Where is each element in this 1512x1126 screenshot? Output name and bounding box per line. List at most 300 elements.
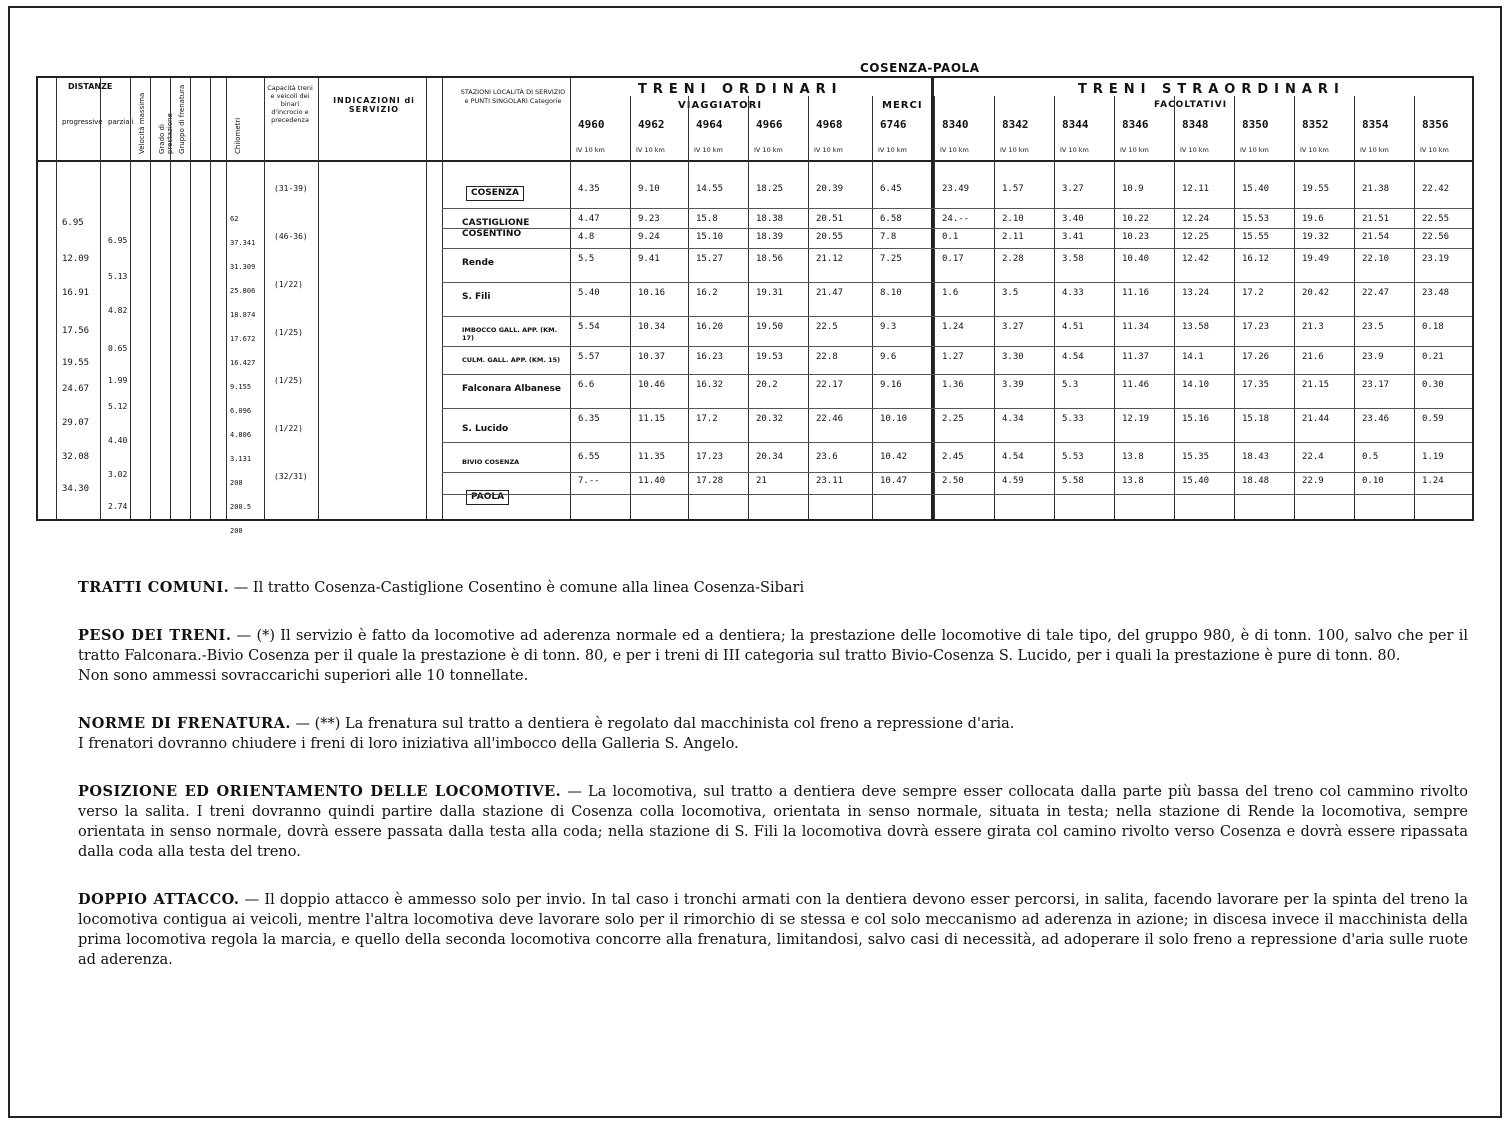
train-number: 4968 [816,118,843,131]
train-time: 13.24 [1182,288,1210,298]
train-time: 11.37 [1122,352,1150,362]
train-time: 5.54 [578,322,600,332]
train-time: 15.55 [1242,232,1270,242]
train-column-divider [1114,96,1115,519]
train-time: 20.34 [756,452,784,462]
train-time: 2.28 [1002,254,1024,264]
chilometro-value: 18.874 [230,311,256,319]
train-time: 0.18 [1422,322,1444,332]
train-time: 15.16 [1182,414,1210,424]
train-time: 11.46 [1122,380,1150,390]
train-column-divider [1294,96,1295,519]
timetable [36,76,1474,535]
note-peso [78,626,1468,686]
train-time: 9.3 [880,322,897,332]
row-divider [442,228,1472,229]
train-time: 17.23 [1242,322,1270,332]
train-time: 11.15 [638,414,666,424]
train-time: 4.8 [578,232,595,242]
train-time: 1.6 [942,288,959,298]
note-text: I frenatori dovranno chiudere i freni di loro iniziativa all'imbocco della Galleria S. Angelo. [78,736,739,752]
train-time: 11.40 [638,476,666,486]
notes-section [78,578,1468,998]
partial-distance: 0.65 [108,344,128,353]
progressive-distance: 16.91 [62,288,90,298]
train-time: 23.46 [1362,414,1390,424]
train-time: 17.2 [696,414,718,424]
train-category: IV 10 km [694,146,723,154]
capacita-value: (1/22) [274,424,303,433]
note-heading: NORME DI FRENATURA. [78,715,291,732]
train-time: 22.9 [1302,476,1324,486]
capacita-header: Capacità treni e veicoli dei binari d'incrocio e precedenza [267,84,313,124]
train-time: 0.1 [942,232,959,242]
train-time: 9.41 [638,254,660,264]
row-divider [442,442,1472,443]
chilometro-value: 200.5 [230,503,252,511]
train-time: 5.33 [1062,414,1084,424]
note-heading: TRATTI COMUNI. [78,579,230,596]
train-time: 19.50 [756,322,784,332]
train-time: 15.8 [696,214,718,224]
chilometro-value: 37.341 [230,239,256,247]
train-time: 2.50 [942,476,964,486]
train-time: 20.42 [1302,288,1330,298]
train-column-divider [688,96,689,519]
capacita-value: (1/25) [274,328,303,337]
station-name: BIVIO COSENZA [462,458,520,466]
train-time: 4.35 [578,184,600,194]
train-column-divider [934,96,935,519]
train-category: IV 10 km [1300,146,1329,154]
train-time: 2.10 [1002,214,1024,224]
column-divider [100,78,101,519]
train-category: IV 10 km [1060,146,1089,154]
column-divider [210,78,211,519]
train-time: 10.22 [1122,214,1150,224]
note-doppio [78,890,1468,970]
train-time: 16.20 [696,322,724,332]
stazioni-header: STAZIONI LOCALITÀ DI SERVIZIO e PUNTI SINGOLARI Categorie [460,88,566,105]
train-time: 14.1 [1182,352,1204,362]
station-name: PAOLA [466,490,509,505]
train-time: 13.58 [1182,322,1210,332]
velocita-header: Velocità massima [138,92,146,154]
column-divider [170,78,171,519]
train-time: 1.36 [942,380,964,390]
chilometro-value: 17.672 [230,335,256,343]
progressive-distance: 19.55 [62,358,90,368]
train-time: 16.23 [696,352,724,362]
train-time: 5.58 [1062,476,1084,486]
train-column-divider [808,96,809,519]
train-time: 5.5 [578,254,595,264]
train-category: IV 10 km [1000,146,1029,154]
train-time: 3.40 [1062,214,1084,224]
train-time: 23.9 [1362,352,1384,362]
column-divider [130,78,131,519]
train-time: 12.25 [1182,232,1210,242]
capacita-value: (32/31) [274,472,308,481]
column-divider [190,78,191,519]
train-time: 19.53 [756,352,784,362]
train-time: 5.57 [578,352,600,362]
train-category: IV 10 km [814,146,843,154]
train-time: 6.6 [578,380,595,390]
train-time: 11.35 [638,452,666,462]
train-time: 23.49 [942,184,970,194]
train-time: 6.55 [578,452,600,462]
train-time: 22.47 [1362,288,1390,298]
train-time: 22.10 [1362,254,1390,264]
train-time: 6.35 [578,414,600,424]
train-time: 19.49 [1302,254,1330,264]
train-number: 8344 [1062,118,1089,131]
train-number: 8352 [1302,118,1329,131]
train-time: 11.16 [1122,288,1150,298]
row-divider [442,282,1472,283]
train-time: 10.34 [638,322,666,332]
train-time: 20.51 [816,214,844,224]
train-time: 10.37 [638,352,666,362]
train-category: IV 10 km [636,146,665,154]
train-category: IV 10 km [940,146,969,154]
train-time: 4.59 [1002,476,1024,486]
train-number: 4966 [756,118,783,131]
train-time: 12.42 [1182,254,1210,264]
station-name: IMBOCCO GALL. APP. (KM. 17) [462,326,558,342]
partial-distance: 2.74 [108,502,128,511]
train-time: 1.19 [1422,452,1444,462]
train-category: IV 10 km [1420,146,1449,154]
train-time: 2.45 [942,452,964,462]
partial-distance: 4.40 [108,436,128,445]
capacita-value: (31-39) [274,184,308,193]
train-number: 8348 [1182,118,1209,131]
train-time: 15.53 [1242,214,1270,224]
train-time: 7.8 [880,232,897,242]
train-time: 8.10 [880,288,902,298]
train-time: 4.33 [1062,288,1084,298]
capacita-value: (46-36) [274,232,308,241]
progressive-distance: 24.67 [62,384,90,394]
station-name: COSENZA [466,186,524,201]
train-time: 5.53 [1062,452,1084,462]
chilometro-value: 6.096 [230,407,252,415]
train-time: 3.39 [1002,380,1024,390]
train-time: 18.48 [1242,476,1270,486]
note-text: — La locomotiva, sul tratto a dentiera deve sempre esser collocata dalla parte più bassa del treno col cammino rivolto verso la salita. I treni dovranno quindi partire dalla stazione di Cosenza colla locomotiva, orientata in senso normale, situata in testa; nella stazione di Rende la locomotiva, sempre orientata in senso normale, dovrà essere passata dalla testa alla coda; nella stazione di S. Fili la locomotiva dovrà essere girata col camino rivolto verso Cosenza e dovrà essere ripassata dalla coda alla testa del treno. [78,784,1468,860]
train-time: 23.11 [816,476,844,486]
train-time: 13.8 [1122,476,1144,486]
note-text: — Il doppio attacco è ammesso solo per invio. In tal caso i tronchi armati con la dentiera devono esser percorsi, in salita, facendo lavorare per la spinta del treno la locomotiva contigua ai veicoli, mentre l'altra locomotiva deve lavorare solo per il rimorchio di se stessa e col solo meccanismo ad aderenza in azione; in discesa invece il macchinista della prima locomotiva regola la marcia, e quello della seconda locomotiva concorre alla frenatura, limitandosi, salvo casi di necessità, ad adoperare il solo freno a repressione d'aria sulle ruote ad aderenza. [78,892,1469,968]
train-time: 22.56 [1422,232,1450,242]
train-time: 1.24 [1422,476,1444,486]
train-time: 10.42 [880,452,908,462]
train-time: 1.24 [942,322,964,332]
progressive-distance: 12.09 [62,254,90,264]
train-time: 4.34 [1002,414,1024,424]
train-time: 10.46 [638,380,666,390]
distanze-header: DISTANZE [68,82,113,91]
train-time: 5.40 [578,288,600,298]
note-tratti-comuni [78,578,1468,598]
facoltativi-header: FACOLTATIVI [1154,100,1228,110]
chilometro-value: 208 [230,479,243,487]
train-time: 20.2 [756,380,778,390]
train-time: 3.30 [1002,352,1024,362]
train-number: 4964 [696,118,723,131]
train-time: 10.16 [638,288,666,298]
note-heading: DOPPIO ATTACCO. [78,891,240,908]
train-time: 24.-- [942,214,970,224]
train-time: 14.55 [696,184,724,194]
train-time: 21.38 [1362,184,1390,194]
train-time: 0.30 [1422,380,1444,390]
train-number: 8350 [1242,118,1269,131]
train-time: 20.39 [816,184,844,194]
note-text: — Il tratto Cosenza-Castiglione Cosentino è comune alla linea Cosenza-Sibari [233,580,805,596]
row-divider [442,408,1472,409]
train-time: 16.2 [696,288,718,298]
train-time: 16.12 [1242,254,1270,264]
note-heading: POSIZIONE ED ORIENTAMENTO DELLE LOCOMOTIVE. [78,783,562,800]
train-category: IV 10 km [1120,146,1149,154]
train-time: 22.55 [1422,214,1450,224]
train-column-divider [1054,96,1055,519]
chilometro-value: 3.131 [230,455,252,463]
column-divider [56,78,57,519]
train-time: 3.41 [1062,232,1084,242]
train-time: 21.47 [816,288,844,298]
train-time: 4.51 [1062,322,1084,332]
train-time: 18.25 [756,184,784,194]
train-column-divider [872,96,873,519]
train-time: 3.27 [1062,184,1084,194]
row-divider [442,494,1472,495]
partial-distance: 4.82 [108,306,128,315]
viaggiatori-header: VIAGGIATORI [678,100,763,111]
train-category: IV 10 km [1180,146,1209,154]
train-number: 8342 [1002,118,1029,131]
progressive-header: progressive [62,118,103,126]
train-number: 4962 [638,118,665,131]
train-number: 8356 [1422,118,1449,131]
train-number: 8354 [1362,118,1389,131]
row-divider [442,346,1472,347]
train-time: 1.27 [942,352,964,362]
train-time: 0.59 [1422,414,1444,424]
train-column-divider [1414,96,1415,519]
train-column-divider [570,96,571,519]
station-name: S. Lucido [462,424,509,434]
row-divider [442,316,1472,317]
train-time: 1.57 [1002,184,1024,194]
train-time: 21.54 [1362,232,1390,242]
station-name: Falconara Albanese [462,384,561,394]
train-time: 15.40 [1242,184,1270,194]
train-time: 17.26 [1242,352,1270,362]
train-time: 3.5 [1002,288,1019,298]
train-time: 15.18 [1242,414,1270,424]
train-time: 23.6 [816,452,838,462]
train-category: IV 10 km [576,146,605,154]
train-time: 23.19 [1422,254,1450,264]
train-time: 12.19 [1122,414,1150,424]
station-name: S. Fili [462,292,491,302]
train-time: 10.9 [1122,184,1144,194]
train-number: 8346 [1122,118,1149,131]
train-time: 5.3 [1062,380,1079,390]
train-column-divider [1234,96,1235,519]
train-column-divider [748,96,749,519]
train-time: 14.10 [1182,380,1210,390]
train-time: 23.17 [1362,380,1390,390]
train-time: 10.10 [880,414,908,424]
row-divider [442,374,1472,375]
station-name: CULM. GALL. APP. (KM. 15) [462,356,561,364]
chilometro-value: 4.806 [230,431,252,439]
chilometro-value: 62 [230,215,239,223]
train-time: 0.21 [1422,352,1444,362]
progressive-distance: 6.95 [62,218,84,228]
train-time: 22.46 [816,414,844,424]
train-time: 22.5 [816,322,838,332]
train-time: 20.32 [756,414,784,424]
note-text: Non sono ammessi sovraccarichi superiori alle 10 tonnellate. [78,668,529,684]
station-name: Rende [462,258,494,268]
indicazioni-header: INDICAZIONI di SERVIZIO [333,96,415,114]
train-category: IV 10 km [754,146,783,154]
train-time: 21.6 [1302,352,1324,362]
train-category: IV 10 km [1240,146,1269,154]
train-column-divider [1354,96,1355,519]
progressive-distance: 34.30 [62,484,90,494]
train-time: 18.39 [756,232,784,242]
train-column-divider [994,96,995,519]
train-time: 13.8 [1122,452,1144,462]
train-time: 21.12 [816,254,844,264]
row-divider [442,472,1472,473]
train-time: 17.23 [696,452,724,462]
train-time: 22.8 [816,352,838,362]
grado-header: Grado di prestazione [158,113,174,154]
capacita-value: (1/22) [274,280,303,289]
train-time: 20.55 [816,232,844,242]
train-column-divider [1174,96,1175,519]
merci-header: MERCI [882,100,923,111]
train-time: 0.17 [942,254,964,264]
train-time: 7.25 [880,254,902,264]
train-time: 12.11 [1182,184,1210,194]
train-number: 6746 [880,118,907,131]
train-time: 7.-- [578,476,600,486]
train-time: 3.58 [1062,254,1084,264]
station-name: CASTIGLIONE COSENTINO [462,218,530,239]
train-time: 23.48 [1422,288,1450,298]
straordinari-header: TRENI STRAORDINARI [1078,82,1345,97]
chilometro-value: 9.155 [230,383,252,391]
note-heading: PESO DEI TRENI. [78,627,232,644]
train-time: 3.27 [1002,322,1024,332]
progressive-distance: 29.07 [62,418,90,428]
train-time: 9.10 [638,184,660,194]
train-time: 23.5 [1362,322,1384,332]
train-category: IV 10 km [878,146,907,154]
train-time: 19.55 [1302,184,1330,194]
column-divider [226,78,227,519]
train-time: 11.34 [1122,322,1150,332]
train-time: 21.51 [1362,214,1390,224]
train-time: 6.45 [880,184,902,194]
train-time: 9.6 [880,352,897,362]
partial-header: parziali [108,118,134,126]
column-divider [426,78,427,519]
train-time: 19.32 [1302,232,1330,242]
chilometri-header: Chilometri [234,117,242,154]
train-time: 21.3 [1302,322,1324,332]
partial-distance: 5.12 [108,402,128,411]
train-time: 15.35 [1182,452,1210,462]
partial-distance: 6.95 [108,236,128,245]
train-time: 22.4 [1302,452,1324,462]
partial-distance: 1.99 [108,376,128,385]
train-time: 18.56 [756,254,784,264]
note-norme [78,714,1468,754]
train-time: 16.32 [696,380,724,390]
train-time: 4.54 [1062,352,1084,362]
train-time: 22.17 [816,380,844,390]
note-posizione [78,782,1468,862]
train-column-divider [630,96,631,519]
train-time: 12.24 [1182,214,1210,224]
train-time: 18.38 [756,214,784,224]
train-time: 21.44 [1302,414,1330,424]
progressive-distance: 17.56 [62,326,90,336]
train-time: 17.2 [1242,288,1264,298]
column-divider [318,78,319,519]
train-time: 9.23 [638,214,660,224]
train-time: 2.11 [1002,232,1024,242]
header-divider [38,160,1472,162]
chilometro-value: 31.309 [230,263,256,271]
train-time: 0.10 [1362,476,1384,486]
progressive-distance: 32.08 [62,452,90,462]
column-divider [150,78,151,519]
train-time: 15.27 [696,254,724,264]
train-time: 10.40 [1122,254,1150,264]
note-text: — (*) Il servizio è fatto da locomotive ad aderenza normale ed a dentiera; la prestazione delle locomotive di tale tipo, del gruppo 980, è di tonn. 100, salvo che per il tratto Falconara.-Bivio Cosenza per il quale la prestazione è di tonn. 80, e per i treni di III categoria sul tratto Bivio-Cosenza S. Lucido, per i quali la prestazione è pure di tonn. 80. [78,628,1469,664]
train-time: 0.5 [1362,452,1379,462]
capacita-value: (1/25) [274,376,303,385]
train-time: 21.15 [1302,380,1330,390]
partial-distance: 5.13 [108,272,128,281]
train-time: 9.16 [880,380,902,390]
partial-distance: 3.02 [108,470,128,479]
note-text: — (**) La frenatura sul tratto a dentiera è regolato dal macchinista col freno a repressione d'aria. [295,716,1015,732]
row-divider [442,248,1472,249]
chilometro-value: 16.427 [230,359,256,367]
train-time: 10.47 [880,476,908,486]
train-time: 22.42 [1422,184,1450,194]
page-title: COSENZA-PAOLA [860,61,980,75]
train-time: 10.23 [1122,232,1150,242]
chilometro-value: 25.806 [230,287,256,295]
train-number: 8340 [942,118,969,131]
train-time: 19.6 [1302,214,1324,224]
train-time: 17.35 [1242,380,1270,390]
train-time: 21 [756,476,767,486]
